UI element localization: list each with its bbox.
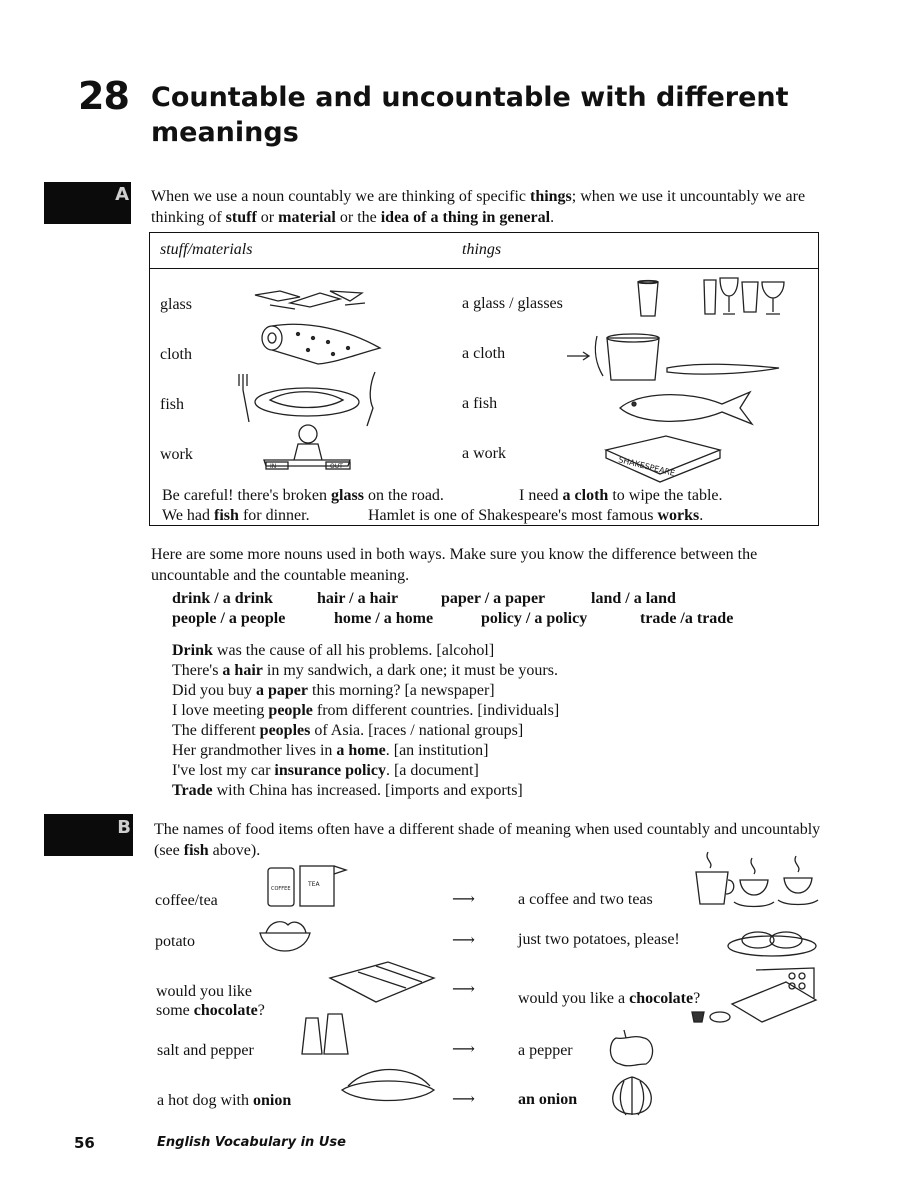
row-fish-left: fish: [160, 396, 184, 413]
table-header-left: stuff/materials: [160, 241, 253, 258]
food-chocolate-right: [518, 989, 700, 1009]
text-run: a pepper: [518, 1042, 573, 1059]
text-run: salt and pepper: [157, 1042, 254, 1059]
text-run: insurance policy: [274, 762, 386, 779]
text-run: some: [156, 1002, 194, 1019]
text-run: works: [657, 507, 700, 524]
text-run: was the cause of all his problems. [alcohol]: [212, 642, 495, 659]
fish-icon: [618, 390, 754, 426]
text-run: stuff: [225, 209, 257, 226]
text-run: above).: [208, 842, 261, 859]
row-cloth-left: cloth: [160, 346, 192, 363]
sentence-peoples: [172, 720, 523, 741]
pair-paper: paper / a paper: [441, 590, 546, 607]
section-b-letter: B: [117, 817, 131, 838]
text-run: people: [268, 702, 313, 719]
food-coffee-left: [155, 891, 218, 911]
pair-drink: drink / a drink: [172, 590, 273, 607]
loose-chocolates-icon: [690, 1008, 734, 1026]
text-run: glass: [331, 487, 364, 504]
text-run: material: [278, 209, 336, 226]
text-run: for dinner.: [238, 507, 310, 524]
row-work-right: a work: [462, 445, 506, 462]
text-run: Did you buy: [172, 682, 256, 699]
text-run: from different countries. [individuals]: [312, 702, 560, 719]
food-pepper-right: [518, 1041, 573, 1061]
example-fish: [162, 505, 310, 526]
fish-dinner-illustration: [235, 370, 385, 428]
sentence-people: [172, 700, 559, 721]
hot-dog-icon: [340, 1060, 438, 1106]
text-run: When we use a noun countably we are thinking of specific: [151, 188, 530, 205]
food-onion-right: [518, 1090, 577, 1110]
unit-number: 28: [78, 74, 129, 118]
out-tray-label: OUT: [330, 463, 343, 470]
sentence-policy: [172, 760, 479, 781]
coffee-jar-label: COFFEE: [271, 886, 291, 892]
text-run: a cloth: [562, 487, 609, 504]
food-hotdog-left: [157, 1091, 291, 1111]
row-glass-right: a glass / glasses: [462, 295, 563, 312]
text-run: on the road.: [363, 487, 444, 504]
text-run: in my sandwich, a dark one; it must be yours.: [262, 662, 558, 679]
table-header-divider: [150, 268, 818, 269]
text-run: idea of a thing in general: [380, 209, 551, 226]
pair-home: home / a home: [334, 610, 434, 627]
sentence-hair: [172, 660, 558, 681]
example-cloth: [519, 485, 723, 506]
text-run: would you like a: [518, 990, 630, 1007]
example-works: [368, 505, 703, 526]
arrow-coffee: ⟶: [452, 891, 475, 908]
bucket-and-cloth-icon: [567, 326, 780, 382]
text-run: fish: [183, 842, 209, 859]
sentence-home: [172, 740, 488, 761]
sentence-paper: [172, 680, 495, 701]
text-run: .: [550, 209, 555, 226]
potato-bowl-icon: [258, 917, 312, 957]
chocolate-bar-icon: [328, 958, 436, 1006]
page-number: 56: [74, 1134, 95, 1152]
text-run: or: [256, 209, 279, 226]
text-run: this morning? [a newspaper]: [308, 682, 495, 699]
text-run: Drink: [172, 642, 213, 659]
text-run: . [a document]: [385, 762, 479, 779]
text-run: to wipe the table.: [608, 487, 723, 504]
text-run: coffee/tea: [155, 892, 218, 909]
glasses-group-icon: [702, 276, 788, 318]
text-run: ; when we use it uncountably we are thinking of: [151, 188, 806, 226]
arrow-chocolate: ⟶: [452, 981, 475, 998]
pair-policy: policy / a policy: [481, 610, 588, 627]
food-chocolate-left: [156, 982, 252, 1002]
two-potatoes-plate-icon: [726, 926, 818, 960]
cloth-roll-illustration: [258, 320, 383, 365]
arrow-pepper: ⟶: [452, 1041, 475, 1058]
arrow-onion: ⟶: [452, 1091, 475, 1108]
text-run: The names of food items often have a different shade of meaning when used countably and uncountably (see: [154, 821, 821, 859]
salt-pepper-shakers-icon: [300, 1006, 350, 1058]
food-potato-right: [518, 930, 680, 950]
text-run: a paper: [256, 682, 308, 699]
book-title: English Vocabulary in Use: [157, 1135, 346, 1150]
text-run: Trade: [172, 782, 213, 799]
example-glass: [162, 485, 444, 506]
text-run: We had: [162, 507, 215, 524]
text-run: of Asia. [races / national groups]: [310, 722, 524, 739]
row-cloth-right: a cloth: [462, 345, 506, 362]
section-b-marker: [44, 814, 133, 856]
row-work-left: work: [160, 446, 193, 463]
table-header-right: things: [462, 241, 502, 258]
chocolate-box-icon: [726, 964, 820, 1026]
food-potato-left: [155, 932, 195, 952]
text-run: chocolate: [193, 1002, 258, 1019]
arrow-potato: ⟶: [452, 932, 475, 949]
onion-icon: [608, 1073, 656, 1119]
book-title-label: SHAKESPEARE: [617, 455, 676, 478]
pepper-icon: [606, 1028, 656, 1068]
text-run: an onion: [518, 1091, 578, 1108]
pair-trade: trade /a trade: [640, 610, 734, 627]
text-run: a coffee and two teas: [518, 891, 653, 908]
text-run: chocolate: [629, 990, 694, 1007]
single-glass-icon: [636, 280, 660, 318]
pair-land: land / a land: [591, 590, 676, 607]
coffee-and-teacups-icon: [692, 848, 826, 910]
text-run: or the: [335, 209, 381, 226]
section-a-letter: A: [115, 184, 129, 205]
pair-hair: hair / a hair: [317, 590, 399, 607]
section-a-intro: [151, 186, 811, 228]
broken-glass-illustration: [250, 283, 370, 313]
text-run: potato: [155, 933, 195, 950]
text-run: Hamlet is one of Shakespeare's most famous: [368, 507, 658, 524]
tea-box-label: TEA: [308, 881, 320, 888]
text-run: ?: [693, 990, 701, 1007]
text-run: ?: [257, 1002, 265, 1019]
text-run: The different: [172, 722, 260, 739]
text-run: a home: [336, 742, 386, 759]
more-nouns-intro: Here are some more nouns used in both ways. Make sure you know the difference between the uncountable and the countable meaning.: [151, 546, 758, 584]
text-run: onion: [253, 1092, 292, 1109]
text-run: Be careful! there's broken: [162, 487, 332, 504]
text-run: would you like: [156, 983, 252, 1000]
person-working-illustration: [262, 422, 354, 470]
text-run: a hair: [222, 662, 263, 679]
text-run: . [an institution]: [385, 742, 489, 759]
row-glass-left: glass: [160, 296, 192, 313]
unit-title: Countable and uncountable with different meanings: [151, 82, 789, 148]
shakespeare-book-icon: [604, 432, 722, 476]
coffee-jar-tea-box-icon: [264, 862, 348, 910]
food-coffee-right: [518, 890, 653, 910]
row-fish-right: a fish: [462, 395, 498, 412]
sentence-trade: [172, 780, 523, 801]
text-run: just two potatoes, please!: [518, 931, 680, 948]
in-tray-label: IN: [270, 463, 277, 470]
food-chocolate-left-2: [156, 1001, 265, 1021]
text-run: with China has increased. [imports and exports]: [212, 782, 523, 799]
section-a-marker: [44, 182, 131, 224]
text-run: fish: [214, 507, 239, 524]
text-run: I've lost my car: [172, 762, 275, 779]
text-run: peoples: [259, 722, 311, 739]
text-run: a hot dog with: [157, 1092, 253, 1109]
text-run: .: [699, 507, 704, 524]
text-run: things: [529, 188, 572, 205]
pair-people: people / a people: [172, 610, 286, 627]
sentence-drink: [172, 640, 494, 661]
text-run: I love meeting: [172, 702, 269, 719]
food-salt-pepper-left: [157, 1041, 254, 1061]
text-run: I need: [519, 487, 563, 504]
text-run: There's: [172, 662, 223, 679]
text-run: Her grandmother lives in: [172, 742, 337, 759]
